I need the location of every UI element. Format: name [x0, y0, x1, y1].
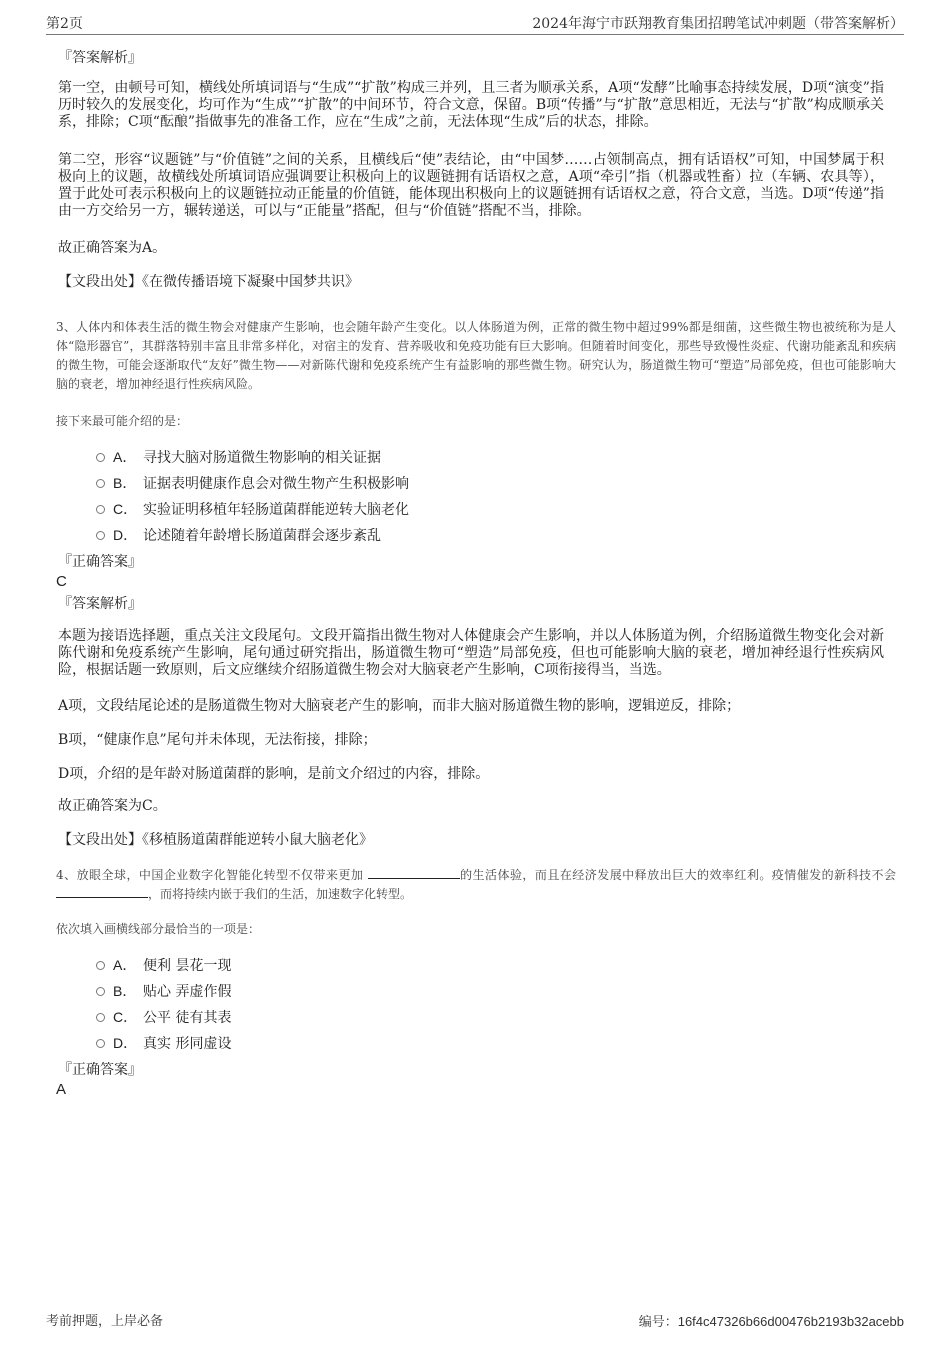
q4-prompt: 依次填入画横线部分最恰当的一项是：: [56, 922, 261, 936]
q3-option-b[interactable]: B． 证据表明健康作息会对微生物产生积极影响: [96, 472, 409, 494]
radio-icon[interactable]: [96, 479, 105, 488]
q4-stem: 4、放眼全球，中国企业数字化智能化转型不仅带来更加 的生活体验，而且在经济发展中释放出巨大的效率红利。疫情催发的新科技不会 ，而将持续内嵌于我们的生活，加速数字化转型。: [56, 868, 896, 901]
q2-analysis-paragraph-1: 第一空，由顿号可知，横线处所填词语与“生成”“扩散”构成三并列，且三者为顺承关系，A项“发酵”比喻事态持续发展，D项“演变”指历时较久的发展变化，均可作为“生成”“扩散”的中间环节，符合文意，保留。B项“传播”与“扩散”意思相近，无法与“扩散”构成顺承关系，排除；C项“酝酿”指做事先的准备工作，应在“生成”之前，无法体现“生成”后的状态，排除。: [58, 80, 884, 130]
q3-option-a[interactable]: A． 寻找大脑对肠道微生物影响的相关证据: [96, 446, 381, 468]
q4-answer: A: [56, 1081, 67, 1098]
radio-icon[interactable]: [96, 531, 105, 540]
page-number: 第2页: [46, 16, 83, 32]
q3-analysis-label: 『答案解析』: [58, 596, 142, 612]
q3-stem: 3、人体内和体表生活的微生物会对健康产生影响，也会随年龄产生变化。以人体肠道为例，正常的微生物中超过99%都是细菌，这些微生物也被统称为是人体“隐形器官”，其群落特别丰富且非常多样化，对宿主的发育、营养吸收和免疫功能有巨大影响。但随着时间变化，那些导致慢性炎症、代谢功能紊乱和疾病的微生物，可能会逐渐取代“友好”微生物——对新陈代谢和免疫系统产生有益影响的那些微生物。研究认为，肠道微生物可“塑造”局部免疫，但也可能影响大脑的衰老，增加神经退行性疾病风险。: [56, 320, 896, 391]
page-header: [46, 14, 904, 35]
q3-analysis-paragraph-2: A项，文段结尾论述的是肠道微生物对大脑衰老产生的影响，而非大脑对肠道微生物的影响，逻辑逆反，排除；: [58, 698, 741, 714]
q2-analysis-paragraph-2: 第二空，形容“议题链”与“价值链”之间的关系，且横线后“使”表结论，由“中国梦……占领制高点，拥有话语权”可知，中国梦属于积极向上的议题，故横线处所填词语应强调要让积极向上的议题链拥有话语权之意，A项“牵引”指（机器或牲畜）拉（车辆、农具等），置于此处可表示积极向上的议题链拉动正能量的价值链，能体现出积极向上的议题链拥有话语权之意，符合文意，当选。D项“传递”指由一方交给另一方，辗转递送，可以与“正能量”搭配，但与“价值链”搭配不当，排除。: [58, 152, 884, 219]
q3-analysis-paragraph-3: B项，“健康作息”尾句并未体现，无法衔接，排除；: [58, 732, 377, 748]
q4-option-b[interactable]: B． 贴心 弄虚作假: [96, 980, 231, 1002]
q4-answer-label: 『正确答案』: [58, 1062, 142, 1078]
radio-icon[interactable]: [96, 987, 105, 996]
document-title: 2024年海宁市跃翔教育集团招聘笔试冲刺题（带答案解析）: [532, 16, 904, 32]
radio-icon[interactable]: [96, 453, 105, 462]
q4-blank-1: [368, 866, 460, 879]
document-code: 编号：16f4c47326b66d00476b2193b32acebb: [638, 1314, 904, 1330]
page-footer: [46, 1312, 904, 1332]
q3-conclusion: 故正确答案为C。: [58, 798, 167, 814]
q2-conclusion: 故正确答案为A。: [58, 240, 167, 256]
q4-option-d[interactable]: D． 真实 形同虚设: [96, 1032, 231, 1054]
q3-option-d[interactable]: D． 论述随着年龄增长肠道菌群会逐步紊乱: [96, 524, 381, 546]
q4-option-a[interactable]: A． 便利 昙花一现: [96, 954, 231, 976]
radio-icon[interactable]: [96, 961, 105, 970]
q3-option-c[interactable]: C． 实验证明移植年轻肠道菌群能逆转大脑老化: [96, 498, 409, 520]
q3-prompt: 接下来最可能介绍的是：: [56, 414, 189, 428]
radio-icon[interactable]: [96, 1039, 105, 1048]
q4-option-c[interactable]: C． 公平 徒有其表: [96, 1006, 231, 1028]
footer-slogan: 考前押题，上岸必备: [46, 1314, 164, 1329]
q3-answer: C: [56, 573, 67, 590]
q4-blank-2: [56, 885, 148, 898]
radio-icon[interactable]: [96, 505, 105, 514]
q2-source: 【文段出处】《在微传播语境下凝聚中国梦共识》: [58, 274, 359, 290]
q3-analysis-paragraph-4: D项，介绍的是年龄对肠道菌群的影响，是前文介绍过的内容，排除。: [58, 766, 490, 782]
q2-analysis-label: 『答案解析』: [58, 50, 142, 66]
q3-source: 【文段出处】《移植肠道菌群能逆转小鼠大脑老化》: [58, 832, 373, 848]
q3-answer-label: 『正确答案』: [58, 554, 142, 570]
q3-analysis-paragraph-1: 本题为接语选择题，重点关注文段尾句。文段开篇指出微生物对人体健康会产生影响，并以人体肠道为例，介绍肠道微生物变化会对新陈代谢和免疫系统产生影响，尾句通过研究指出，肠道微生物可“塑造”局部免疫，但也可能影响大脑的衰老，增加神经退行性疾病风险，根据话题一致原则，后文应继续介绍肠道微生物会对大脑衰老产生影响，C项衔接得当，当选。: [58, 628, 884, 678]
radio-icon[interactable]: [96, 1013, 105, 1022]
